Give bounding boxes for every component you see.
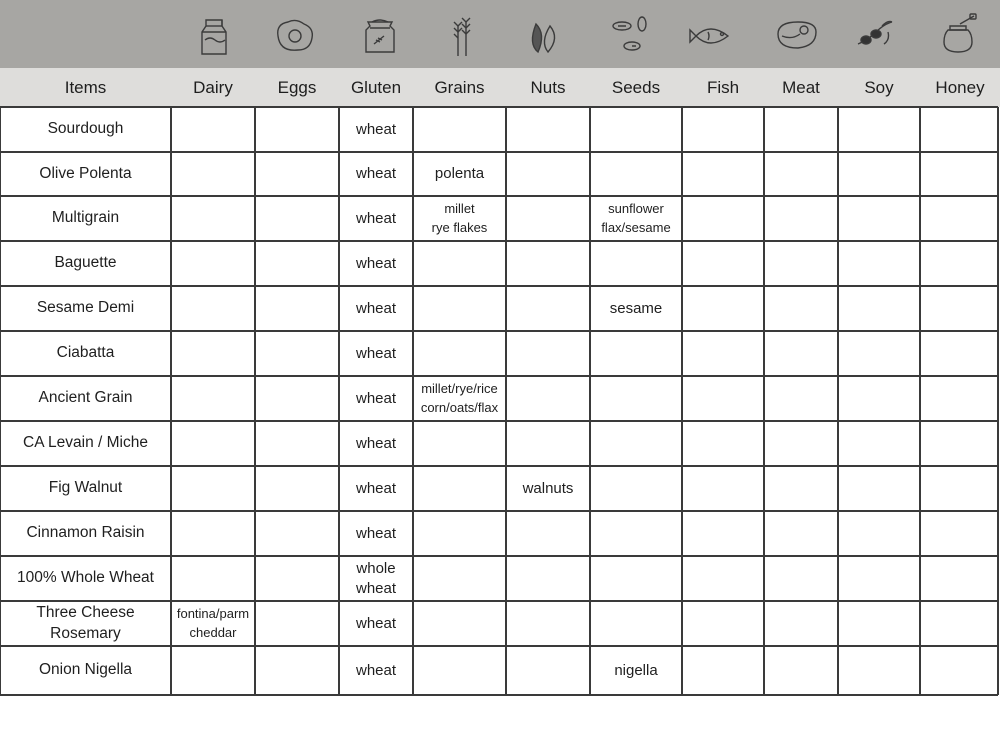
almonds-icon: [518, 10, 570, 60]
cell-text: 100% Whole Wheat: [17, 569, 154, 587]
cell-text: whole: [356, 560, 396, 577]
cell-text: walnuts: [522, 479, 574, 497]
soybean-pod-icon: [850, 10, 902, 60]
cell-seeds: [590, 286, 682, 331]
column-divider: [837, 107, 839, 695]
seeds-icon: [604, 10, 656, 60]
cell-text: Sesame Demi: [36, 299, 135, 317]
cell-text: Ancient Grain: [38, 389, 133, 407]
cell-gluten: [339, 196, 413, 241]
cell-gluten: [339, 601, 413, 646]
cell-text: wheat: [355, 344, 397, 362]
cell-text: wheat: [355, 299, 397, 317]
cell-text: Ciabatta: [56, 344, 115, 362]
cell-text: Fig Walnut: [48, 479, 123, 497]
column-header-meat: Meat: [782, 77, 820, 97]
cell-item: [0, 286, 171, 331]
column-header-items: Items: [64, 77, 107, 97]
cell-gluten: [339, 556, 413, 601]
cell-text: Multigrain: [51, 209, 120, 227]
fried-egg-icon: [268, 10, 320, 60]
cell-item: [0, 376, 171, 421]
cell-text: cheddar: [189, 624, 237, 640]
cell-text: Cinnamon Raisin: [26, 524, 145, 542]
steak-icon: [770, 10, 822, 60]
cell-gluten: [339, 511, 413, 556]
cell-gluten: [339, 466, 413, 511]
cell-item: [0, 601, 171, 646]
cell-nuts: [506, 466, 590, 511]
cell-gluten: [339, 286, 413, 331]
column-header-fish: Fish: [706, 77, 740, 97]
cell-gluten: [339, 152, 413, 196]
cell-item: [0, 241, 171, 286]
fish-icon: [686, 10, 738, 60]
cell-text: millet/rye/rice: [421, 380, 498, 396]
cell-text: wheat: [355, 434, 397, 452]
column-header-dairy: Dairy: [193, 77, 233, 97]
cell-text: Three Cheese: [36, 604, 135, 622]
cell-text: Sourdough: [47, 120, 124, 138]
cell-text: wheat: [355, 254, 397, 272]
cell-item: [0, 152, 171, 196]
column-divider: [763, 107, 765, 695]
cell-gluten: [339, 331, 413, 376]
cell-text: wheat: [355, 661, 397, 679]
cell-text: nigella: [614, 661, 658, 679]
cell-grains: [413, 152, 506, 196]
cell-text: wheat: [355, 614, 397, 632]
column-divider: [919, 107, 921, 695]
cell-text: Rosemary: [50, 624, 121, 642]
cell-item: [0, 331, 171, 376]
cell-seeds: [590, 196, 682, 241]
column-header-gluten: Gluten: [350, 77, 402, 97]
cell-text: fontina/parm: [176, 605, 250, 621]
cell-text: Onion Nigella: [38, 661, 133, 679]
column-header-nuts: Nuts: [530, 77, 566, 97]
cell-text: wheat: [355, 389, 397, 407]
cell-item: [0, 107, 171, 152]
cell-text: CA Levain / Miche: [23, 434, 148, 452]
cell-text: rye flakes: [431, 219, 488, 235]
cell-gluten: [339, 241, 413, 286]
cell-text: wheat: [355, 579, 397, 597]
wheat-stalks-icon: [436, 10, 488, 60]
column-header-soy: Soy: [864, 77, 894, 97]
cell-text: wheat: [355, 479, 397, 497]
cell-text: wheat: [355, 209, 397, 227]
cell-dairy: [171, 601, 255, 646]
cell-gluten: [339, 421, 413, 466]
cell-gluten: [339, 376, 413, 421]
cell-grains: [413, 196, 506, 241]
honey-jar-icon: [932, 10, 984, 60]
cell-item: [0, 421, 171, 466]
cell-text: millet: [444, 200, 475, 216]
column-header-eggs: Eggs: [277, 77, 317, 97]
cell-text: Olive Polenta: [39, 164, 132, 182]
column-header-seeds: Seeds: [611, 77, 661, 97]
cell-text: polenta: [434, 165, 485, 183]
cell-item: [0, 196, 171, 241]
cell-text: wheat: [355, 120, 397, 138]
cell-text: Baguette: [54, 254, 117, 272]
cell-seeds: [590, 646, 682, 695]
cell-text: wheat: [355, 165, 397, 183]
cell-item: [0, 466, 171, 511]
column-header-grains: Grains: [434, 77, 485, 97]
flour-bag-icon: [354, 10, 406, 60]
cell-item: [0, 646, 171, 695]
cell-gluten: [339, 646, 413, 695]
cell-item: [0, 511, 171, 556]
column-header-honey: Honey: [935, 77, 985, 97]
column-divider: [997, 107, 999, 695]
milk-carton-icon: [188, 10, 240, 60]
cell-text: corn/oats/flax: [420, 399, 499, 415]
cell-text: sesame: [609, 299, 663, 317]
cell-item: [0, 556, 171, 601]
cell-text: wheat: [355, 524, 397, 542]
cell-gluten: [339, 107, 413, 152]
cell-grains: [413, 376, 506, 421]
cell-text: flax/sesame: [601, 219, 671, 235]
cell-text: sunflower: [608, 200, 664, 216]
